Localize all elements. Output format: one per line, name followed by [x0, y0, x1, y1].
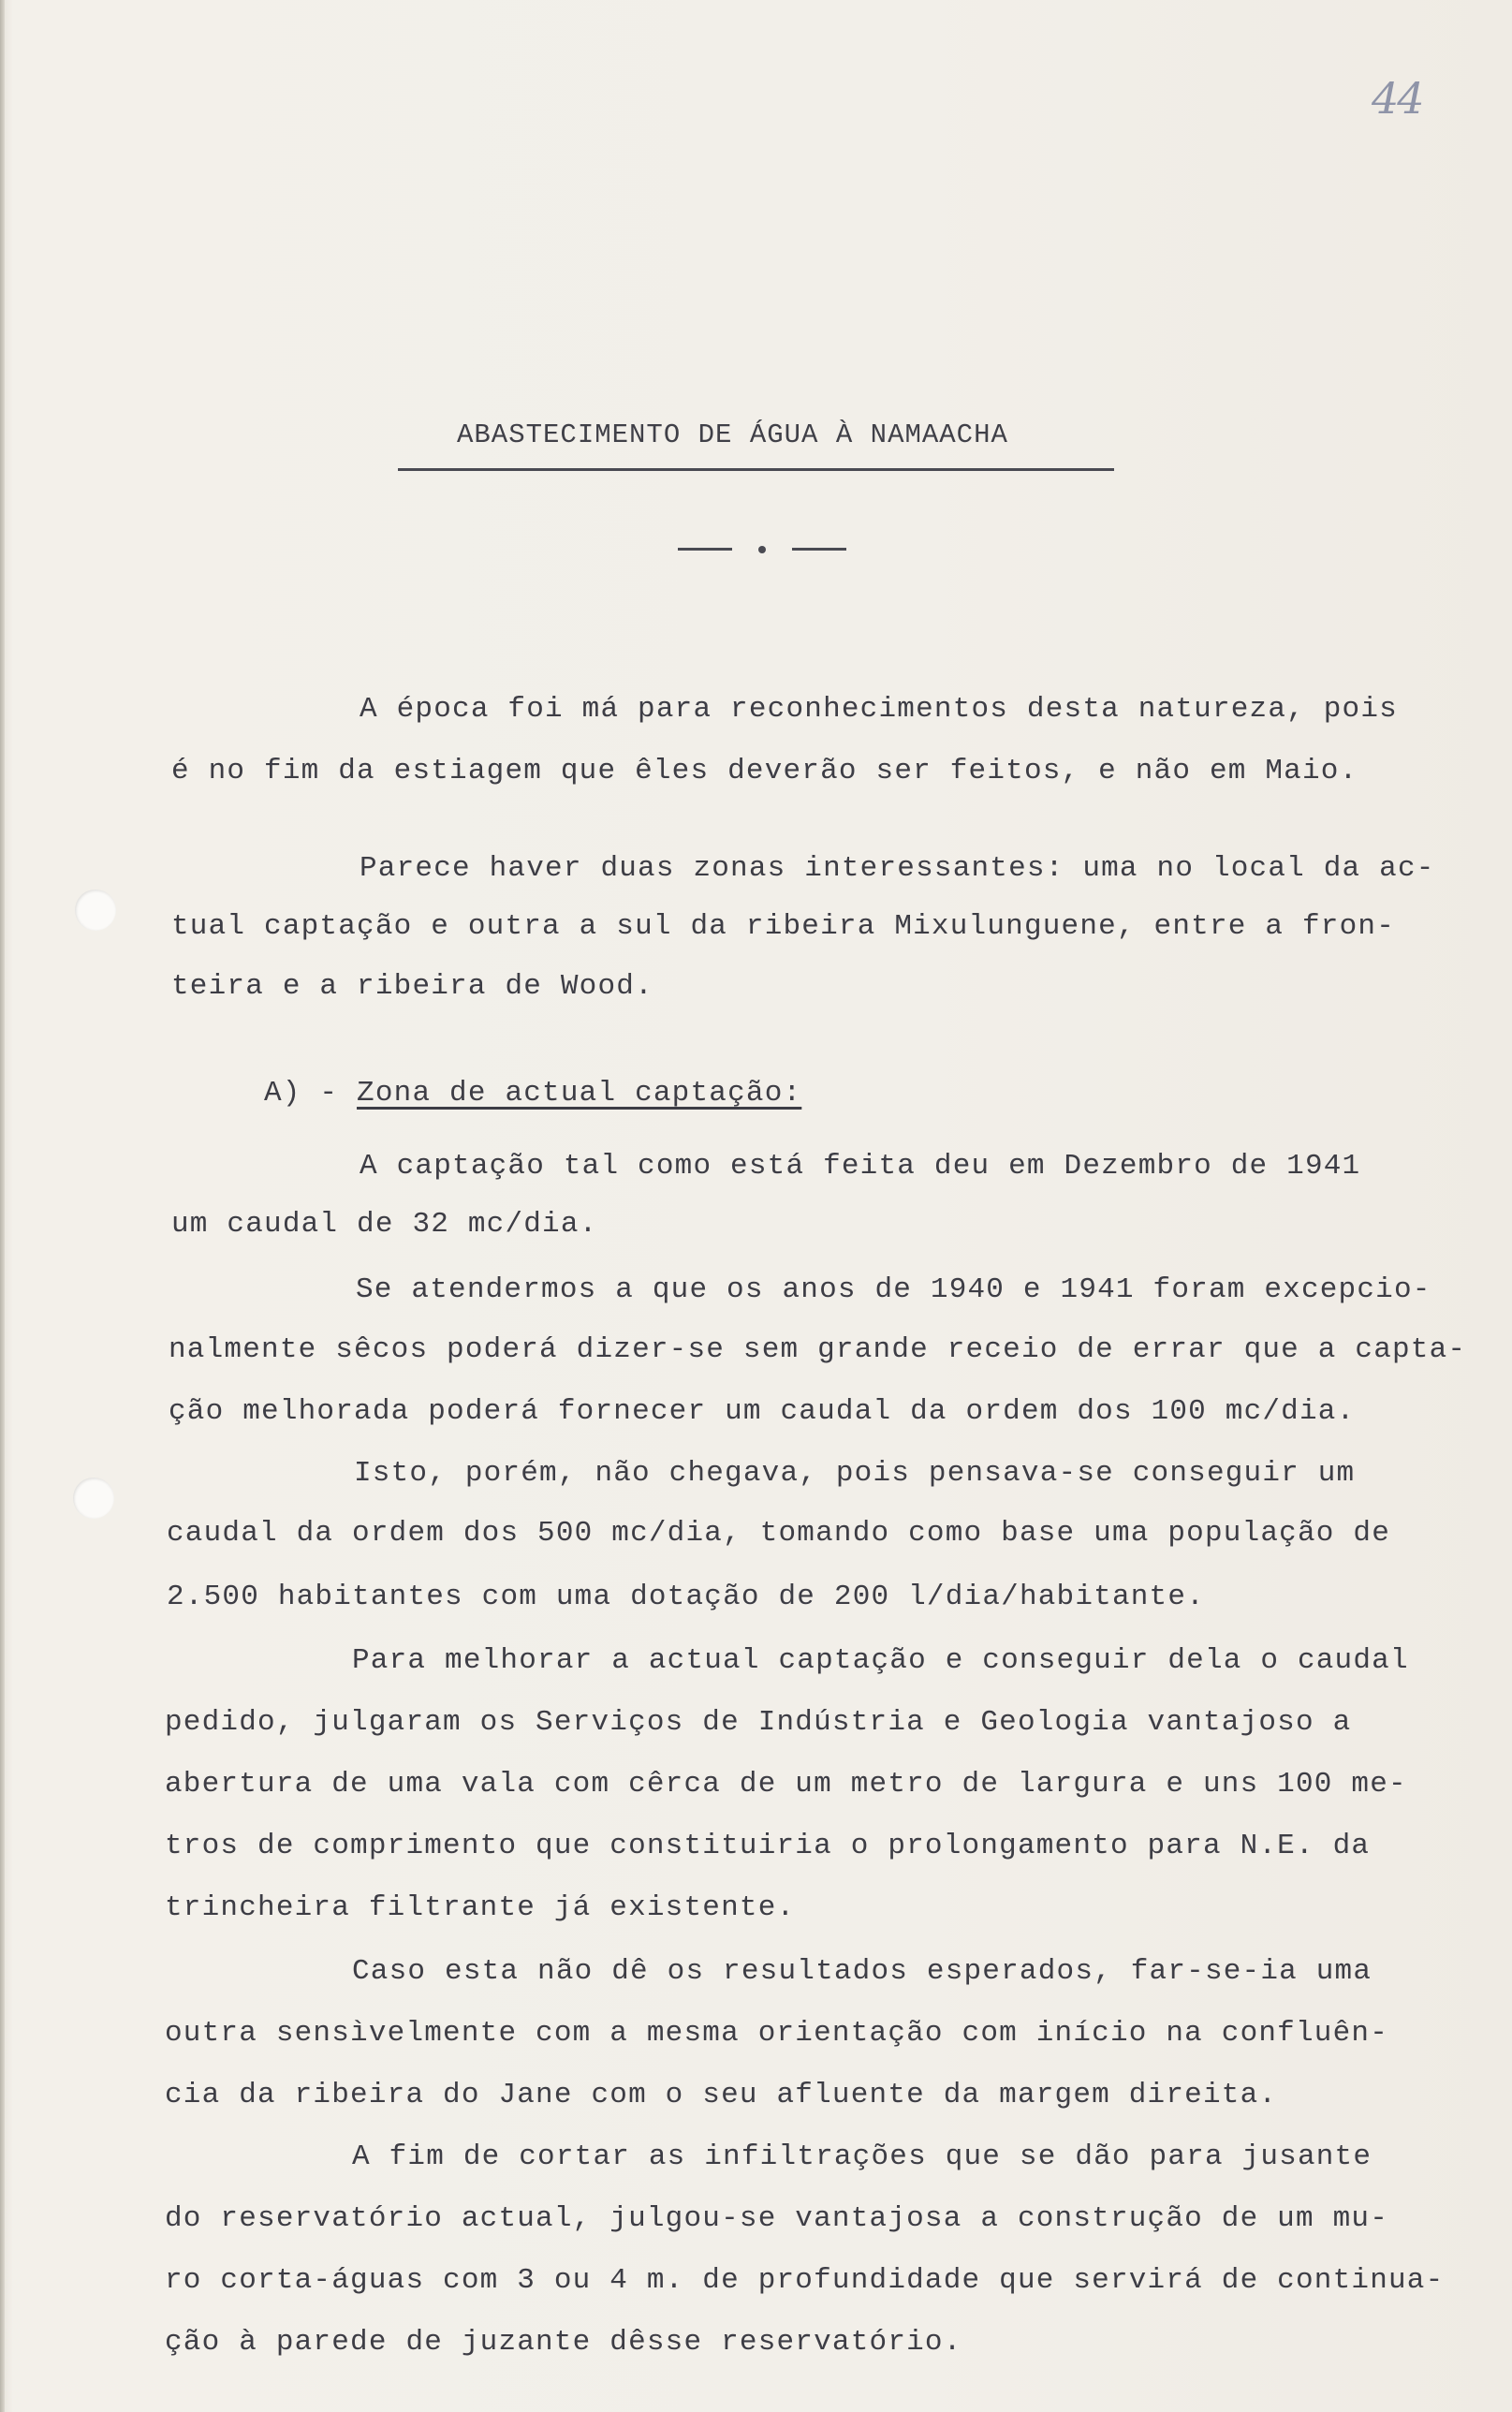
text-line-6: A captação tal como está feita deu em Dezembro de 1941: [360, 1150, 1361, 1183]
text-line-11: Isto, porém, não chegava, pois pensava-se conseguir um: [354, 1457, 1356, 1490]
text-line-3: Parece haver duas zonas interessantes: uma no local da ac-: [360, 852, 1435, 885]
text-line-8: Se atendermos a que os anos de 1940 e 1941 foram excepcio-: [356, 1273, 1431, 1306]
section-heading-text: Zona de actual captação:: [357, 1077, 802, 1110]
section-heading-label: A) -: [264, 1077, 339, 1110]
text-line-23: do reservatório actual, julgou-se vantajosa a construção de um mu-: [165, 2202, 1388, 2235]
text-line-20: outra sensìvelmente com a mesma orientação com início na confluên-: [165, 2017, 1388, 2050]
text-line-7: um caudal de 32 mc/dia.: [171, 1208, 598, 1241]
text-line-19: Caso esta não dê os resultados esperados, far-se-ia uma: [352, 1955, 1373, 1988]
text-line-18: trincheira filtrante já existente.: [165, 1891, 796, 1924]
text-line-1: A época foi má para reconhecimentos desta natureza, pois: [360, 693, 1398, 726]
text-line-12: caudal da ordem dos 500 mc/dia, tomando como base uma população de: [167, 1517, 1390, 1550]
punch-hole-bottom: [73, 1478, 114, 1519]
text-line-13: 2.500 habitantes com uma dotação de 200 l/dia/habitante.: [167, 1581, 1205, 1613]
ornament-dash-left: [678, 548, 732, 551]
text-line-5: teira e a ribeira de Wood.: [171, 970, 653, 1003]
text-line-22: A fim de cortar as infiltrações que se dão para jusante: [352, 2140, 1373, 2173]
punch-hole-top: [75, 890, 116, 931]
text-line-25: ção à parede de juzante dêsse reservatório.: [165, 2326, 962, 2359]
text-line-21: cia da ribeira do Jane com o seu afluente da margem direita.: [165, 2079, 1278, 2111]
section-heading: [264, 1077, 801, 1110]
ornament-dash-right: [792, 548, 846, 551]
text-line-14: Para melhorar a actual captação e conseguir dela o caudal: [352, 1644, 1409, 1677]
text-line-15: pedido, julgaram os Serviços de Indústria e Geologia vantajoso a: [165, 1706, 1352, 1739]
text-line-24: ro corta-águas com 3 ou 4 m. de profundidade que servirá de continua-: [165, 2264, 1445, 2297]
text-line-16: abertura de uma vala com cêrca de um metro de largura e uns 100 me-: [165, 1768, 1407, 1801]
page-edge: [0, 0, 5, 2412]
text-line-10: ção melhorada poderá fornecer um caudal da ordem dos 100 mc/dia.: [169, 1395, 1356, 1428]
text-line-9: nalmente sêcos poderá dizer-se sem grande receio de errar que a capta-: [169, 1333, 1467, 1366]
title-ornament: [678, 536, 856, 562]
text-line-4: tual captação e outra a sul da ribeira Mixulunguene, entre a fron-: [171, 910, 1395, 943]
text-line-17: tros de comprimento que constituiria o prolongamento para N.E. da: [165, 1830, 1371, 1862]
ornament-dot: [758, 546, 766, 553]
title-underline: [398, 468, 1114, 471]
page-number: 44: [1372, 73, 1423, 124]
document-title: ABASTECIMENTO DE ÁGUA À NAMAACHA: [457, 419, 1008, 450]
text-line-2: é no fim da estiagem que êles deverão ser feitos, e não em Maio.: [171, 755, 1358, 787]
